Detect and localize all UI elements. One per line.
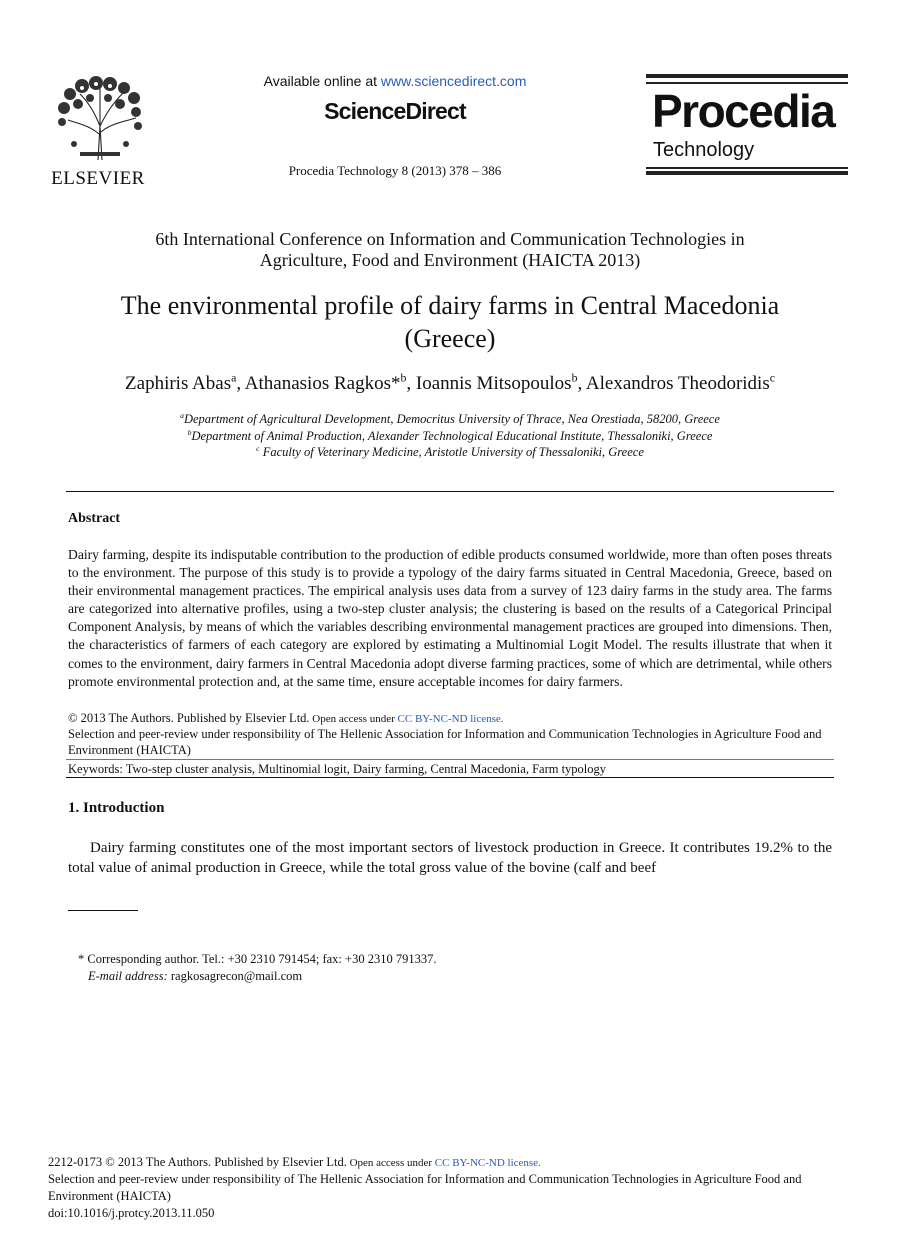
footer-doi: doi:10.1016/j.protcy.2013.11.050 (48, 1206, 215, 1220)
author-list (40, 373, 860, 395)
email-address: E-mail address: ragkosagrecon@mail.com (88, 969, 303, 983)
author-affiliation-marker: a (231, 371, 237, 385)
procedia-subtitle: Technology (653, 139, 755, 161)
journal-reference: Procedia Technology 8 (2013) 378 – 386 (288, 163, 502, 178)
abstract-body: Dairy farming, despite its indisputable contribution to the production of edible products consumed worldwide, more than often poses threats to the environment. The purpose of this study is to provide a typology of the dairy farms situated in Central Macedonia, Greece, based on their environmental management practices. The empirical analysis uses data from a survey of 123 dairy farms in the study area. The farms are categorized into alternative profiles, using a two-step cluster analysis; the clustering is based on the results of a Categorical Principal Component Analysis, by means of which the variables describing environmental management practices are grouped into dimensions. Then, the characteristics of farmers of each category are explored by estimating a Multinomial Logit Model. The results illustrate that when it comes to the environment, dairy farmers in Central Macedonia adopt diverse farming practices, some of which are detrimental, while others promote environmental protection and, at the same time, ensure acceptable incomes for dairy farmers. (68, 547, 832, 689)
header-divider (66, 491, 834, 492)
affiliation-line (40, 444, 860, 461)
author-separator: , (406, 373, 416, 394)
author-name: Alexandros Theodoridis (585, 373, 770, 394)
elsevier-tree-icon (50, 74, 150, 162)
elsevier-logo (50, 74, 150, 189)
introduction-heading: 1. Introduction (68, 800, 165, 816)
author-affiliation-marker: c (769, 371, 775, 385)
procedia-wordmark: Procedia (652, 85, 835, 137)
author-separator: , (577, 373, 586, 394)
footer-license-link[interactable]: CC BY-NC-ND license. (434, 1157, 541, 1169)
sciencedirect-link[interactable]: www.sciencedirect.com (380, 73, 527, 89)
abstract-heading: Abstract (68, 511, 121, 526)
sciencedirect-logo: ScienceDirect (324, 98, 466, 124)
affiliation-line (40, 428, 860, 445)
paper-title: The environmental profile of dairy farms in Central Macedonia (Greece) (120, 291, 780, 353)
keywords-divider-top (66, 759, 834, 760)
elsevier-wordmark: ELSEVIER (51, 168, 145, 189)
affiliation-text: Department of Animal Production, Alexander Technological Educational Institute, Thessaloniki, Greece (191, 428, 713, 443)
abstract-copyright: © 2013 The Authors. Published by Elsevier Ltd. Open access under CC BY-NC-ND license. (68, 711, 504, 725)
author-name: Athanasios Ragkos* (244, 373, 401, 394)
affiliation-marker: a (180, 410, 184, 420)
footer-peer-review: Selection and peer-review under responsibility of The Hellenic Association for Information and Communication Technologies in Agriculture Food and Environment (HAICTA) (48, 1172, 802, 1203)
author-separator: , (236, 373, 245, 394)
corresponding-author: * Corresponding author. Tel.: +30 2310 791454; fax: +30 2310 791337. (78, 952, 437, 966)
procedia-bottom-rule (646, 171, 848, 175)
abstract-peer-review: Selection and peer-review under responsibility of The Hellenic Association for Information and Communication Technologies in Agriculture Food and Environment (HAICTA) (68, 727, 822, 757)
license-link[interactable]: CC BY-NC-ND license. (397, 713, 504, 725)
footer-issn: 2212-0173 © 2013 The Authors. Published by Elsevier Ltd. Open access under CC BY-NC-ND license. (48, 1155, 541, 1169)
affiliation-marker: c (256, 443, 260, 453)
procedia-top-rule-thin (646, 82, 848, 84)
author-name: Zaphiris Abas (125, 373, 232, 394)
keywords: Keywords: Two-step cluster analysis, Multinomial logit, Dairy farming, Central Macedonia, Farm typology (68, 762, 607, 776)
author-affiliation-marker: b (571, 371, 578, 385)
author-affiliation-marker: b (400, 371, 407, 385)
conference-name: 6th International Conference on Information and Communication Technologies in Agriculture, Food and Environment (HAICTA 2013) (155, 229, 745, 270)
procedia-top-rule (646, 74, 848, 78)
affiliation-text: Faculty of Veterinary Medicine, Aristotle University of Thessaloniki, Greece (259, 445, 644, 459)
affiliation-text: Department of Agricultural Development, Democritus University of Thrace, Nea Orestiada, 58200, Greece (183, 412, 720, 426)
abstract-divider (66, 777, 834, 778)
author-name: Ioannis Mitsopoulos (415, 373, 572, 394)
available-online: Available online at www.sciencedirect.com (263, 73, 527, 89)
affiliation-line (40, 411, 860, 428)
introduction-body: Dairy farming constitutes one of the most important sectors of livestock production in Greece. It contributes 19.2% to the total value of animal production in Greece, while the total gross value of the bovine (calf and beef (68, 840, 832, 876)
procedia-bottom-rule-thin (646, 167, 848, 169)
affiliation-list (40, 411, 860, 461)
footnote-divider (68, 910, 138, 911)
affiliation-marker: b (187, 427, 192, 437)
procedia-logo (646, 74, 848, 176)
